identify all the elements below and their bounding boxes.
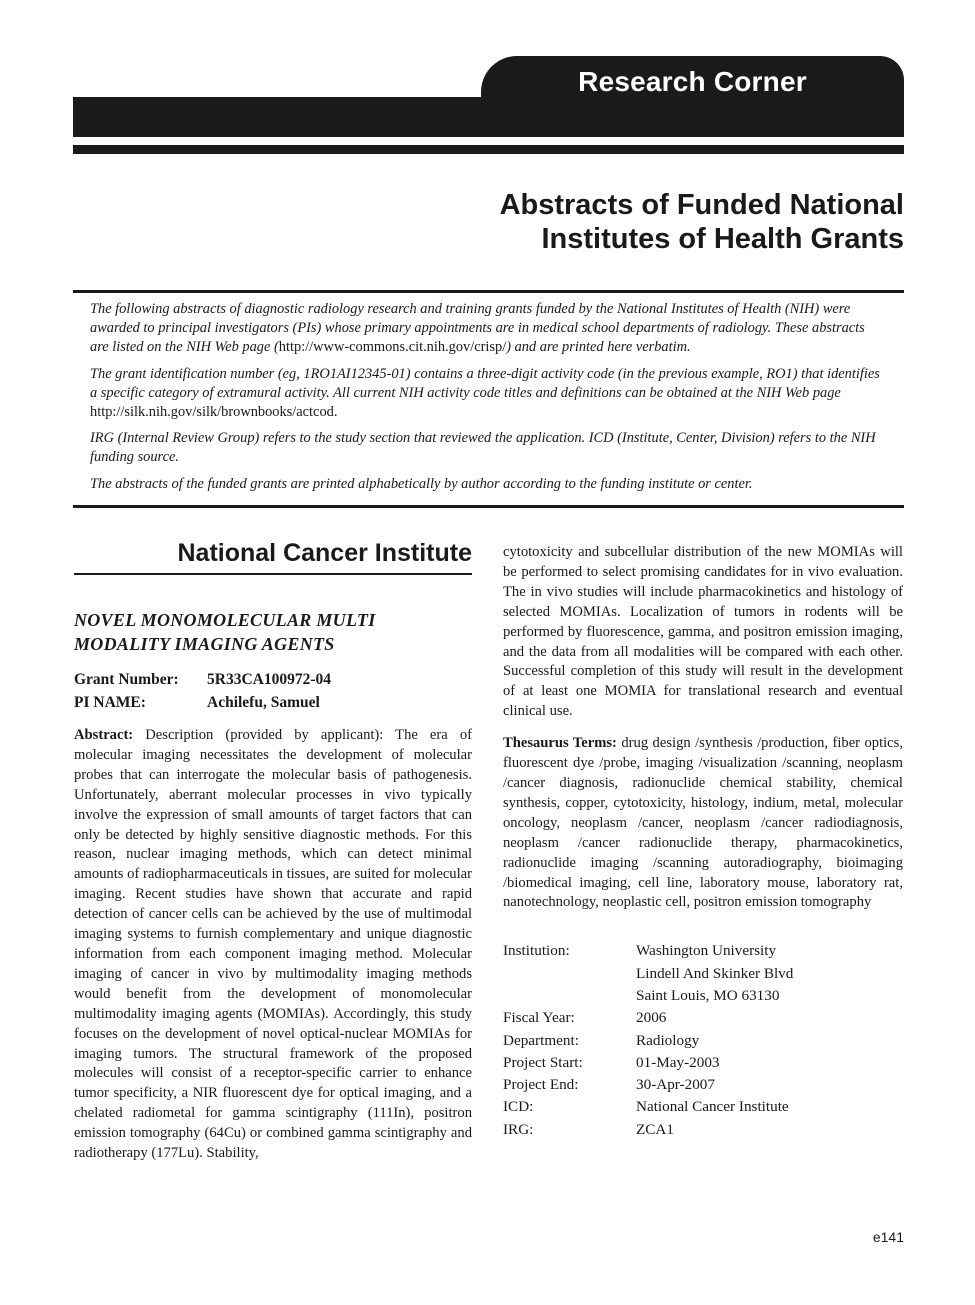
fiscal-year-value: 2006: [636, 1009, 667, 1027]
abstract: [74, 726, 472, 1164]
intro-block: [90, 300, 880, 501]
grant-number-value: 5R33CA100972-04: [207, 671, 331, 688]
project-start-row: [503, 1052, 903, 1074]
irg-label: IRG:: [503, 1120, 534, 1138]
icd-value: National Cancer Institute: [636, 1098, 789, 1116]
abstract-label: Abstract:: [74, 727, 134, 743]
institution-row: [503, 940, 903, 1007]
thesaurus-label: Thesaurus Terms:: [503, 735, 617, 752]
grant-title: NOVEL MONOMOLECULAR MULTI MODALITY IMAGING AGENTS: [74, 610, 376, 654]
intro-paragraph: [90, 429, 880, 467]
project-end-value: 30-Apr-2007: [636, 1076, 715, 1094]
page-number: e141: [872, 1229, 904, 1245]
left-column: [74, 538, 472, 1164]
department-row: [503, 1030, 903, 1052]
project-end-row: [503, 1074, 903, 1096]
institution-label: Institution:: [503, 942, 570, 960]
intro-paragraph: [90, 475, 880, 494]
institution-line: Washington University: [636, 942, 777, 960]
fiscal-year-label: Fiscal Year:: [503, 1009, 575, 1027]
grant-details: [503, 940, 903, 1141]
intro-text: The grant identification number (eg, 1RO1AI12345-01) contains a three-digit activity code (in the previous example, RO1) that identifies a specific category of extramural activity. All current NIH activity code titles and definitions can be obtained at the NIH Web page: [90, 365, 880, 401]
intro-text: The following abstracts of diagnostic radiology research and training grants funded by the National Institutes of Health (NIH) were awarded to principal investigators (PIs) whose primary appointments are in medical school departments of radiology. These abstracts are listed on the NIH Web page (: [90, 301, 865, 356]
project-start-label: Project Start:: [503, 1053, 583, 1071]
project-start-value: 01-May-2003: [636, 1053, 720, 1071]
department-value: Radiology: [636, 1031, 700, 1049]
intro-text: The abstracts of the funded grants are printed alphabetically by author according to the funding institute or center.: [90, 475, 753, 492]
section-title: Research Corner: [578, 66, 807, 97]
pi-name-value: Achilefu, Samuel: [207, 694, 320, 711]
intro-paragraph: [90, 365, 880, 423]
page-title-line1: Abstracts of Funded National: [499, 189, 904, 221]
right-column: [503, 543, 903, 1141]
irg-row: [503, 1119, 903, 1141]
pi-name-row: [74, 691, 472, 714]
icd-label: ICD:: [503, 1098, 534, 1116]
intro-top-rule: [73, 290, 904, 293]
institution-line: Lindell And Skinker Blvd: [636, 964, 794, 982]
institute-heading: National Cancer Institute: [74, 538, 472, 575]
intro-paragraph: [90, 300, 880, 358]
abstract-continued: cytotoxicity and subcellular distribution of the new MOMIAs will be performed to select promising candidates for in vivo evaluation. The in vivo studies will include pharmacokinetics and histology of selected MOMIAs. Localization of tumors in rodents will be performed by fluorescence, gamma, and positron emission imaging, and the data from all modalities will be compared with each other. Successful completion of this study will result in the development of at least one MOMIA for translational research and eventual clinical use.: [503, 544, 903, 720]
thesaurus-text: drug design /synthesis /production, fiber optics, fluorescent dye /probe, imaging /visualization /scanning, neoplasm /cancer diagnosis, radionuclide chemical stability, chemical synthesis, copper, cytotoxicity, histology, indium, metal, molecular oncology, neoplasm /cancer, neoplasm /cancer radiodiagnosis, neoplasm /cancer radionuclide therapy, pharmacokinetics, radionuclide imaging /scanning autoradiography, bioimaging /biomedical imaging, cell line, laboratory mouse, laboratory rat, nanotechnology, neoplastic cell, positron emission tomography: [503, 735, 903, 911]
page-title: [500, 188, 904, 256]
irg-value: ZCA1: [636, 1120, 674, 1138]
pi-name-label: PI NAME:: [74, 694, 146, 711]
grant-number-row: [74, 668, 472, 691]
icd-row: [503, 1096, 903, 1118]
project-end-label: Project End:: [503, 1076, 579, 1094]
actcod-url: http://silk.nih.gov/silk/brownbooks/actcod.: [90, 404, 338, 421]
header-rule: [73, 145, 904, 154]
crisp-url: http://www-commons.cit.nih.gov/crisp/: [278, 339, 507, 356]
intro-text: IRG (Internal Review Group) refers to the study section that reviewed the application. ICD (Institute, Center, Division) refers to the NIH funding source.: [90, 430, 876, 466]
abstract-text: Description (provided by applicant): The era of molecular imaging necessitates the development of molecular probes that can interrogate the molecular basis of pathogenesis. Unfortunately, aberrant molecular processes in vivo typically involve the expression of small amounts of target factors that can only be detected by highly sensitive diagnostic methods. For this reason, nuclear imaging methods, which can detect minimal amounts of radiopharmaceuticals in tissues, are suited for molecular imaging. Recent studies have shown that accurate and rapid detection of cancer cells can be achieved by the use of multimodal imaging systems to furnish complementary and unique diagnostic information from each component imaging method. Molecular imaging of cancer in vivo by multimodality imaging methods would benefit from the development of monomolecular multimodality imaging agents (MOMIAs). Accordingly, this study focuses on the development of novel optical-nuclear MOMIAs for imaging tumors. The structural framework of the proposed molecules will consist of a receptor-specific carrier to enhance tumor specificity, a NIR fluorescent dye for optical imaging, and a chelated radiometal for gamma scintigraphy (111In), positron emission tomography (64Cu) or combined gamma scintigraphy and radiotherapy (177Lu). Stability,: [74, 727, 472, 1162]
fiscal-year-row: [503, 1007, 903, 1029]
intro-bottom-rule: [73, 505, 904, 508]
grant-number-label: Grant Number:: [74, 671, 179, 688]
thesaurus-terms: [503, 734, 903, 913]
page-title-line2: Institutes of Health Grants: [541, 223, 904, 255]
department-label: Department:: [503, 1031, 579, 1049]
intro-text: ) and are printed here verbatim.: [506, 339, 691, 356]
institution-value: [636, 940, 793, 1007]
institution-line: Saint Louis, MO 63130: [636, 986, 780, 1004]
